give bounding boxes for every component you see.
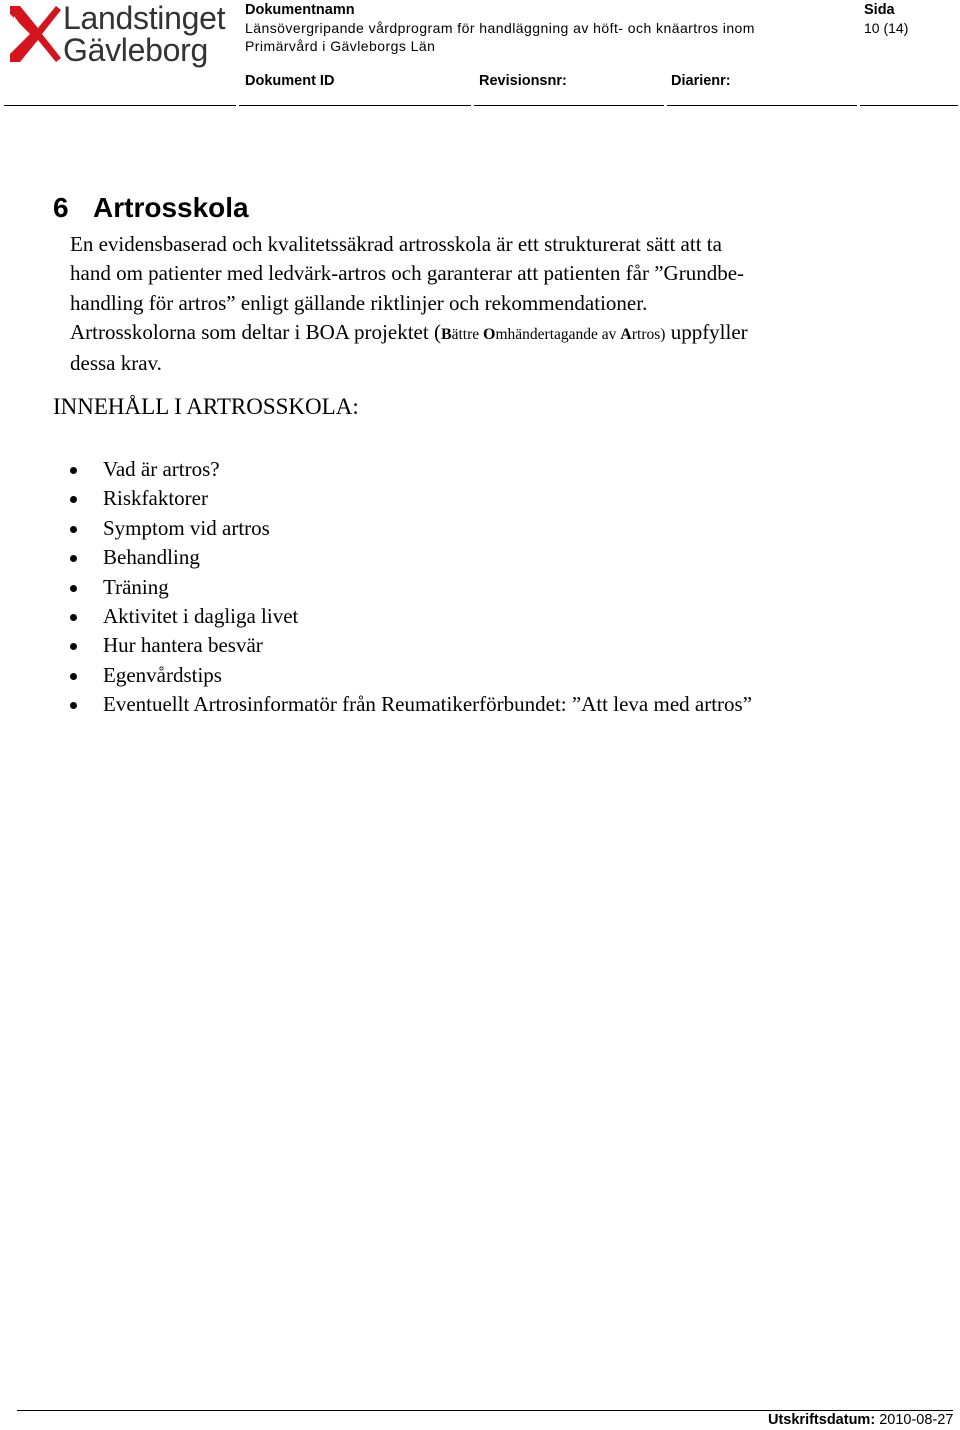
paragraph-line: En evidensbaserad och kvalitetssäkrad artrosskola är ett strukturerat sätt att ta bbox=[70, 232, 722, 256]
section-title: Artrosskola bbox=[93, 192, 249, 223]
header-rule-2 bbox=[239, 105, 471, 106]
bullet-icon bbox=[70, 702, 77, 709]
list-item-text: Eventuellt Artrosinformatör från Reumatikerförbundet: ”Att leva med artros” bbox=[103, 692, 753, 717]
list-item-text: Vad är artros? bbox=[103, 457, 220, 481]
boa-text-3: rtros) bbox=[631, 325, 666, 343]
bullet-icon bbox=[70, 526, 77, 533]
boa-acronym-o: O bbox=[483, 325, 496, 343]
list-item bbox=[66, 543, 752, 572]
boa-line-start: Artrosskolorna som deltar i BOA projektet ( bbox=[70, 319, 441, 344]
print-date-value: 2010-08-27 bbox=[879, 1412, 954, 1428]
boa-acronym-a: A bbox=[620, 325, 632, 343]
paragraph-line: handling för artros” enligt gällande riktlinjer och rekommendationer. bbox=[70, 290, 648, 315]
footer-rule bbox=[17, 1410, 953, 1411]
diary-number-label: Diarienr: bbox=[671, 73, 731, 89]
bullet-icon bbox=[70, 614, 77, 621]
list-item-text: Symptom vid artros bbox=[103, 515, 270, 540]
page-label: Sida bbox=[864, 2, 895, 18]
list-item-text: Hur hantera besvär bbox=[103, 633, 263, 658]
bullet-icon bbox=[70, 467, 77, 474]
header-rule-1 bbox=[4, 105, 236, 106]
bullet-icon bbox=[70, 496, 77, 503]
doc-name-value: Länsövergripande vårdprogram för handläggning av höft- och knäartros inom bbox=[245, 20, 755, 36]
list-item bbox=[66, 514, 752, 543]
list-item bbox=[66, 690, 752, 719]
doc-name-label: Dokumentnamn bbox=[245, 2, 355, 18]
section-number: 6 bbox=[53, 192, 69, 223]
landstinget-gavleborg-logo bbox=[8, 2, 238, 68]
paragraph-line: hand om patienter med ledvärk-artros och garanterar att patienten får ”Grundbe- bbox=[70, 261, 745, 286]
contents-list bbox=[66, 455, 752, 720]
logo-mark-icon bbox=[8, 2, 62, 64]
header-rule-4 bbox=[667, 105, 857, 106]
header-rule-5 bbox=[860, 105, 958, 106]
boa-acronym-b: B bbox=[440, 325, 452, 343]
list-item bbox=[66, 661, 752, 690]
list-item bbox=[66, 455, 752, 484]
boa-text-2: mhändertagande av bbox=[495, 325, 621, 343]
logo-line-2: Gävleborg bbox=[63, 32, 208, 68]
boa-text-1: ättre bbox=[451, 325, 484, 343]
logo-wordmark bbox=[63, 2, 225, 66]
bullet-icon bbox=[70, 643, 77, 650]
list-item-text: Riskfaktorer bbox=[103, 486, 208, 511]
intro-paragraph bbox=[70, 230, 890, 378]
list-item-text: Egenvårdstips bbox=[103, 662, 222, 687]
list-item-text: Behandling bbox=[103, 545, 200, 570]
list-item bbox=[66, 602, 752, 631]
bullet-icon bbox=[70, 673, 77, 680]
paragraph-line: dessa krav. bbox=[70, 351, 162, 376]
contents-heading: INNEHÅLL I ARTROSSKOLA: bbox=[53, 394, 359, 419]
logo-line-1: Landstinget bbox=[63, 0, 226, 36]
bullet-icon bbox=[70, 585, 77, 592]
list-item bbox=[66, 631, 752, 660]
page-number: 10 (14) bbox=[864, 20, 909, 36]
bullet-icon bbox=[70, 555, 77, 562]
boa-line bbox=[70, 318, 890, 349]
boa-line-end: uppfyller bbox=[665, 319, 748, 344]
doc-id-label: Dokument ID bbox=[245, 73, 335, 89]
header-rule-3 bbox=[474, 105, 664, 106]
list-item bbox=[66, 573, 752, 602]
section-heading bbox=[53, 192, 249, 224]
list-item-text: Träning bbox=[103, 574, 169, 599]
list-item-text: Aktivitet i dagliga livet bbox=[103, 603, 299, 628]
doc-name-value-2: Primärvård i Gävleborgs Län bbox=[245, 38, 436, 54]
print-date bbox=[768, 1412, 953, 1428]
print-date-label: Utskriftsdatum: bbox=[768, 1412, 876, 1428]
revision-label: Revisionsnr: bbox=[479, 73, 567, 89]
list-item bbox=[66, 484, 752, 513]
